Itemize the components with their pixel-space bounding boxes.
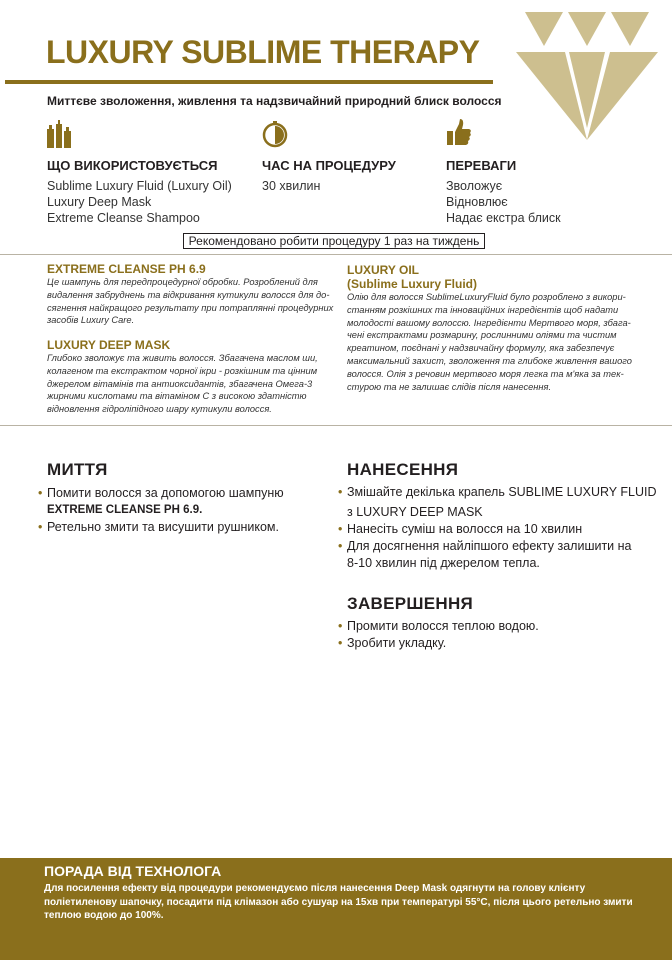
clock-icon — [262, 120, 288, 148]
bottles-icon — [46, 120, 72, 148]
apply-list — [339, 484, 657, 572]
wash-step: • Помити волосся за допомогою шампуню — [39, 485, 284, 502]
apply-heading: НАНЕСЕННЯ — [347, 460, 459, 479]
finish-list — [339, 618, 539, 652]
apply-step: • Нанесіть суміш на волосся на 10 хвилин — [339, 521, 657, 538]
oil-line: волосся. Олія з речовин мертвого моря легка та м'яка за тек- — [347, 368, 624, 379]
title-underline — [5, 80, 493, 84]
page-subtitle: Миттєве зволоження, живлення та надзвичайний природний блиск волосся — [47, 94, 502, 108]
thumbs-up-icon — [446, 118, 472, 146]
cleanse-block — [47, 262, 337, 327]
oil-line: стурою та не залишає слідів після нанесення. — [347, 381, 552, 392]
oil-heading: LUXURY OIL — [347, 263, 420, 277]
cleanse-line: сягнення найкращого результату при потраплянні процедурних — [47, 302, 334, 313]
recommendation-box: Рекомендовано робити процедуру 1 раз на тиждень — [183, 233, 485, 249]
oil-line: Олію для волосся SublimeLuxuryFluid було розроблено з викори- — [347, 292, 626, 302]
oil-line: максимальний захист, зволоження та глибоке живлення вашого — [347, 355, 632, 366]
mask-line: колагеном та екстрактом чорної ікри - розкішним та цінним — [47, 365, 318, 376]
benefit-item: Надає екстра блиск — [446, 211, 561, 225]
wash-step: • Ретельно змити та висушити рушником. — [39, 519, 284, 536]
oil-line: молодості вашому волоссю. Інгредієнти Мертвого моря, збага- — [347, 317, 631, 328]
mask-heading: LUXURY DEEP MASK — [47, 338, 171, 352]
mask-block — [47, 338, 337, 416]
cleanse-line: видалення забруднень та відкривання кутикули волосся для до- — [47, 289, 330, 300]
wash-list — [39, 485, 284, 536]
page-title: LUXURY SUBLIME THERAPY — [46, 34, 480, 70]
apply-step-product: з LUXURY DEEP MASK — [347, 505, 483, 519]
used-heading: ЩО ВИКОРИСТОВУЄТЬСЯ — [47, 158, 218, 173]
used-item: Extreme Cleanse Shampoo — [47, 211, 200, 225]
benefit-item: Відновлює — [446, 195, 508, 209]
mask-line: відновлення гідроліпідного шару кутикули волосся. — [47, 404, 272, 415]
apply-step-cont: 8-10 хвилин під джерелом тепла. — [347, 556, 540, 570]
wash-step-product: EXTREME CLEANSE PH 6.9. — [47, 504, 203, 516]
divider — [0, 254, 672, 255]
used-item: Luxury Deep Mask — [47, 195, 152, 209]
tip-body: Для посилення ефекту від процедури рекомендуємо після нанесення Deep Mask одягнути на голову клієнту поліетиленову шапочку, посадити під клімазон або сушуар на 15хв при температурі 55°С, після цього ретельно змити теплою водою до 100%. — [44, 883, 633, 921]
mask-line: жирними кислотами та вітаміном С з високою здатністю — [47, 391, 307, 402]
cleanse-heading: EXTREME CLEANSE PH 6.9 — [47, 262, 206, 276]
finish-step: • Промити волосся теплою водою. — [339, 618, 539, 635]
oil-subheading: (Sublime Luxury Fluid) — [347, 277, 478, 291]
finish-step: • Зробити укладку. — [339, 635, 539, 652]
mask-line: Глибоко зволожує та живить волосся. Збагачена маслом ши, — [47, 353, 318, 363]
oil-line: чені екстрактами розмарину, рослинними оліями та чистим — [347, 330, 617, 341]
benefit-item: Зволожує — [446, 179, 503, 193]
apply-step: • Змішайте декілька крапель SUBLIME LUXURY FLUID — [339, 484, 657, 501]
time-heading: ЧАС НА ПРОЦЕДУРУ — [262, 158, 396, 173]
tip-banner — [0, 858, 672, 960]
divider — [0, 425, 672, 426]
time-column — [262, 158, 396, 194]
oil-line: креатином, поєднані у надзвичайну формулу, яка забезпечує — [347, 343, 615, 354]
used-column — [47, 158, 232, 226]
mask-line: джерелом вітамінів та антиоксидантів, збагачена Омега-3 — [47, 378, 313, 389]
diamond-logo-icon — [512, 8, 662, 142]
used-item: Sublime Luxury Fluid (Luxury Oil) — [47, 179, 232, 193]
cleanse-line: засобів Luxury Care. — [47, 315, 135, 326]
time-value: 30 хвилин — [262, 179, 321, 193]
finish-heading: ЗАВЕРШЕННЯ — [347, 594, 474, 613]
benefits-column — [446, 158, 561, 226]
tip-heading: ПОРАДА ВІД ТЕХНОЛОГА — [44, 863, 222, 879]
cleanse-line: Це шампунь для передпроцедурної обробки. Розроблений для — [47, 277, 318, 287]
wash-heading: МИТТЯ — [47, 460, 108, 479]
benefits-heading: ПЕРЕВАГИ — [446, 158, 517, 173]
apply-step: • Для досягнення найліпшого ефекту залишити на — [339, 538, 657, 555]
oil-block — [347, 263, 647, 393]
oil-line: станням розкішних та інноваційних інгредієнтів щоб надати — [347, 304, 619, 315]
